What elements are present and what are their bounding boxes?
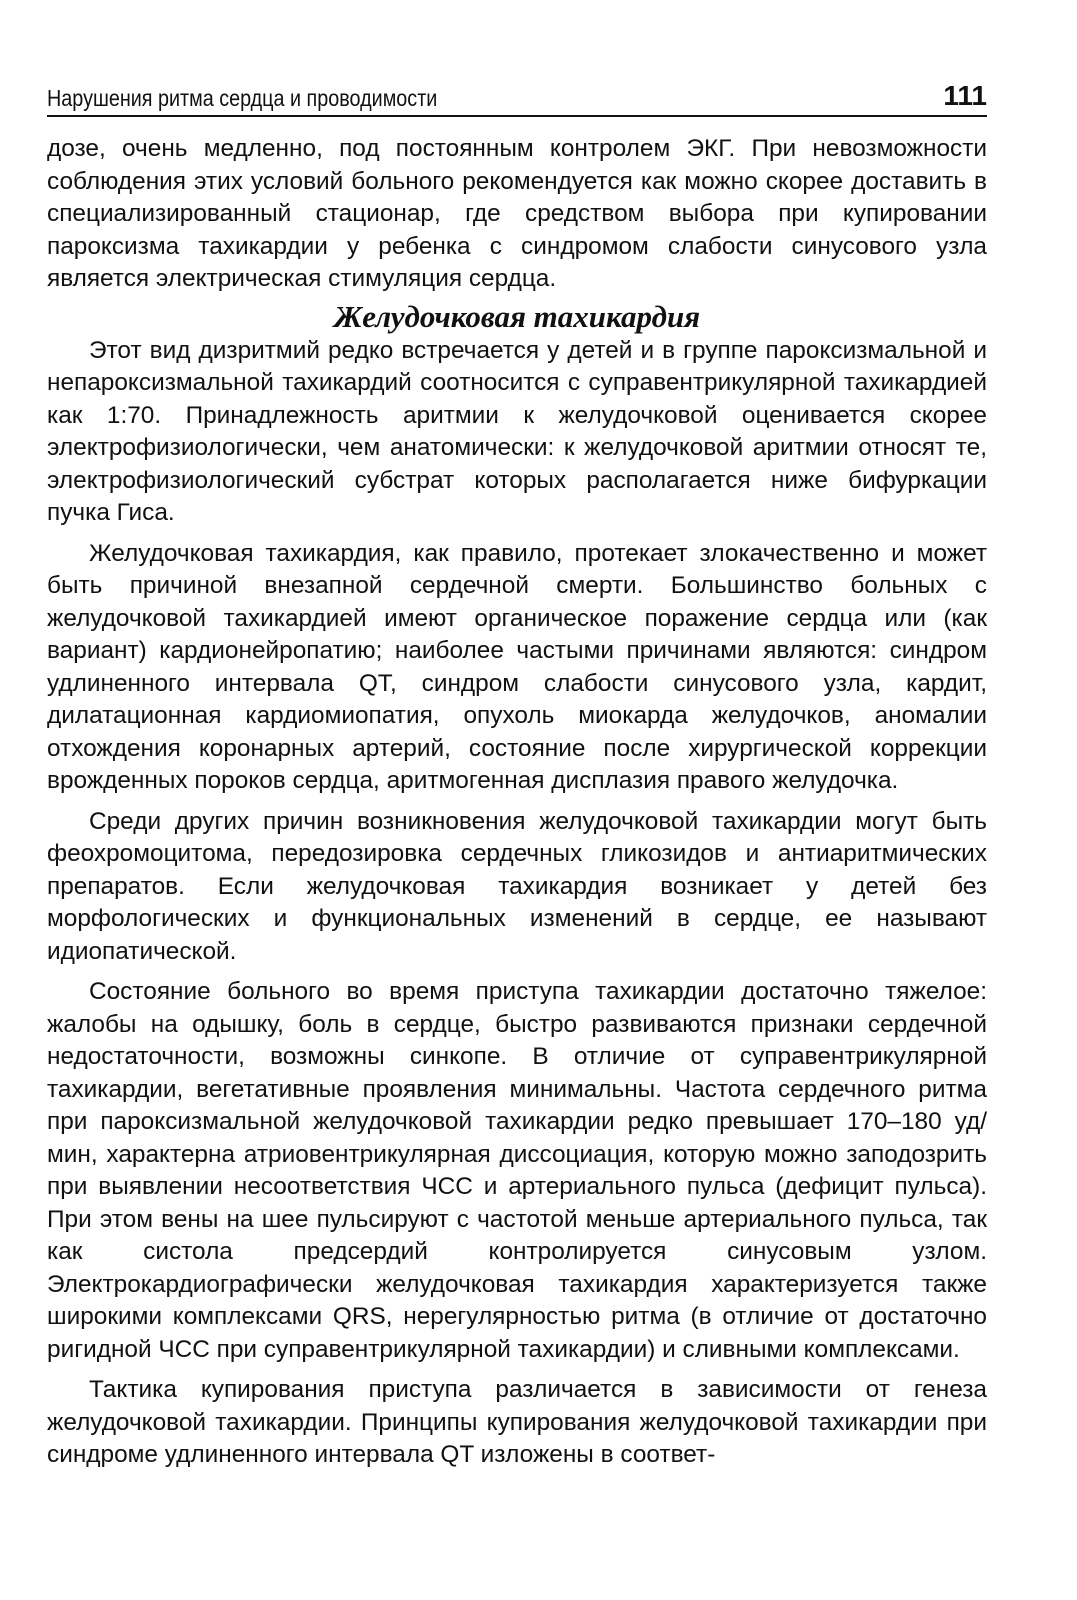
paragraph-1: Этот вид дизритмий редко встречается у детей и в группе пароксизмальной и непароксизмальной тахикардий соотносится с суправентрикулярной тахикардией как 1:70. Принадлежность аритмии к желудочковой оценивается скорее электрофизиологически, чем анатомически: к желудочковой аритмии относят те, электрофизиологический субстрат которых располагается ниже бифуркации пучка Гиса. (47, 336, 987, 526)
paragraph-3: Среди других причин возникновения желудочковой тахикардии могут быть феохромоцитома, передозировка сердечных гликозидов и антиаритмических препаратов. Если желудочковая тахикардия возникает у детей без морфологических и функциональных изменений в сердце, ее называют идиопатической. (47, 807, 987, 965)
running-title: Нарушения ритма сердца и проводимости (47, 85, 438, 111)
running-header (47, 70, 987, 117)
paragraph-5: Тактика купирования приступа различается в зависимости от генеза желудочковой тахикардии. Принципы купирования желудочковой тахикардии при синдроме удлиненного интервала QT изложены в соответ- (47, 1376, 987, 1468)
intro-paragraph: дозе, очень медленно, под постоянным контролем ЭКГ. При невозможности соблюдения этих условий больного рекомендуется как можно скорее доставить в специализированный стационар, где средством выбора при купировании пароксизма тахикардии у ребенка с синдромом слабости синусового узла является электрическая стимуляция сердца. (47, 135, 987, 292)
page-number: 111 (943, 80, 987, 111)
paragraph-2: Желудочковая тахикардия, как правило, протекает злокачественно и может быть причиной внезапной сердечной смерти. Большинство больных с желудочковой тахикардией имеют органическое поражение сердца или (как вариант) кардионейропатию; наиболее частыми причинами являются: синдром удлиненного интервала QT, синдром слабости синусового узла, кардит, дилатационная кардиомиопатия, опухоль миокарда желудочков, аномалии отхождения коронарных артерий, состояние после хирургической коррекции врожденных пороков сердца, аритмогенная дисплазия правого желудочка. (47, 539, 987, 794)
book-page (47, 70, 987, 1472)
body-text (47, 133, 987, 1472)
section-title: Желудочковая тахикардия (333, 298, 701, 334)
paragraph-4: Состояние больного во время приступа тахикардии достаточно тяжелое: жалобы на одышку, боль в сердце, быстро развиваются признаки сердечной недостаточности, возможны синкопе. В отличие от суправентрикулярной тахикардии, вегетативные проявления минимальны. Частота сердечного ритма при пароксизмальной желудочковой тахикардии редко превышает 170–180 уд/мин, характерна атриовентрикулярная диссоциация, которую можно заподозрить при выявлении несоответствия ЧСС и артериального пульса (дефицит пульса). При этом вены на шее пульсируют с частотой меньше артериального пульса, так как систола предсердий контролируется синусовым узлом. Электрокардиографически желудочковая тахикардия характеризуется также широкими комплексами QRS, нерегулярностью ритма (в отличие от достаточно ригидной ЧСС при суправентрикулярной тахикардии) и сливными комплексами. (47, 978, 987, 1363)
